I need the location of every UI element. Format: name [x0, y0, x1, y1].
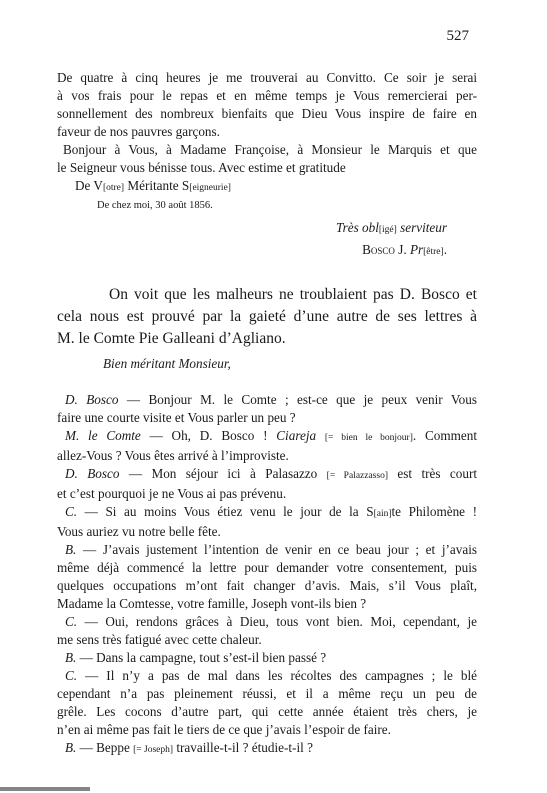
dialogue-line: même déjà commencé la lettre pour demander votre consentement, puis	[57, 560, 477, 575]
dialogue-line: B. — Dans la campagne, tout s’est-il bien passé ?	[65, 650, 327, 665]
text-line: M. le Comte Pie Galleani d’Agliano.	[57, 330, 286, 347]
text-line: faveur de nos pauvres garçons.	[57, 124, 220, 139]
dialogue-line: me sens très fatigué avec cette chaleur.	[57, 632, 262, 647]
signature-line-1: Très obl[igé] serviteur	[336, 220, 447, 235]
dialogue	[57, 391, 477, 759]
text-line: On voit que les malheurs ne troublaient pas D. Bosco et	[109, 286, 477, 303]
dialogue-line: Madame la Comtesse, votre famille, Joseph vont-ils bien ?	[57, 596, 367, 611]
salutation: Bien méritant Monsieur,	[103, 356, 231, 371]
dialogue-line: Vous auriez vu notre belle fête.	[57, 524, 221, 539]
dialogue-line: C. — Oui, rendons grâces à Dieu, tous vont bien. Moi, cependant, je	[65, 614, 477, 629]
dialogue-line: B. — Beppe [= Joseph] travaille-t-il ? étudie-t-il ?	[65, 740, 313, 755]
dialogue-line: n’en ai même pas fait le tiers de ce que j’avais l’espoir de faire.	[57, 722, 391, 737]
dialogue-line: B. — J’avais justement l’intention de venir en ce beau jour ; et j’avais	[65, 542, 477, 557]
dialogue-line: quelques occupations m’ont fait changer d’avis. Mais, s’il Vous plaît,	[57, 578, 477, 593]
dialogue-line: faire une courte visite et Vous parler un peu ?	[57, 410, 296, 425]
letter-closing: De V[otre] Méritante S[eigneurie]	[75, 178, 231, 193]
dialogue-line: allez-Vous ? Vous êtes arrivé à l’improviste.	[57, 448, 289, 463]
signature-line-2: Bosco J. Pr[être].	[362, 242, 447, 257]
text-line: le Seigneur vous bénisse tous. Avec estime et gratitude	[57, 160, 346, 175]
dialogue-line: C. — Si au moins Vous étiez venu le jour de la S[ain]te Philomène !	[65, 504, 477, 519]
letter-continuation	[57, 69, 477, 262]
letter-date: De chez moi, 30 août 1856.	[97, 200, 213, 211]
text-line: Bonjour à Vous, à Madame Françoise, à Monsieur le Marquis et que	[63, 142, 477, 157]
dialogue-line: C. — Il n’y a pas de mal dans les récoltes des campagnes ; le blé	[65, 668, 477, 683]
page-number: 527	[446, 28, 469, 44]
dialogue-line: et c’est pourquoi je ne Vous ai pas prévenu.	[57, 486, 287, 501]
dialogue-line: M. le Comte — Oh, D. Bosco ! Ciareja [= bien le bonjour]. Comment	[65, 428, 477, 443]
dialogue-line: cependant n’a pas pleinement réussi, et il a même reçu un peu de	[57, 686, 477, 701]
text-line: De quatre à cinq heures je me trouverai au Convitto. Ce soir je serai	[57, 70, 477, 85]
text-line: sonnellement des nombreux bienfaits que Dieu Vous inspire de faire en	[57, 106, 477, 121]
dialogue-line: D. Bosco — Bonjour M. le Comte ; est-ce que je peux venir Vous	[65, 392, 477, 407]
dialogue-line: D. Bosco — Mon séjour ici à Palasazzo [= Palazzasso] est très court	[65, 466, 478, 481]
commentary-paragraph	[57, 284, 477, 350]
page-edge-mark	[0, 787, 90, 791]
dialogue-line: grêle. Les cocons d’autre part, qui cette année étaient très chers, je	[57, 704, 477, 719]
text-line: cela nous est prouvé par la gaieté d’une autre de ses lettres à	[57, 308, 477, 325]
text-line: à vos frais pour le repas et en même temps je Vous remercierai per-	[57, 88, 477, 103]
